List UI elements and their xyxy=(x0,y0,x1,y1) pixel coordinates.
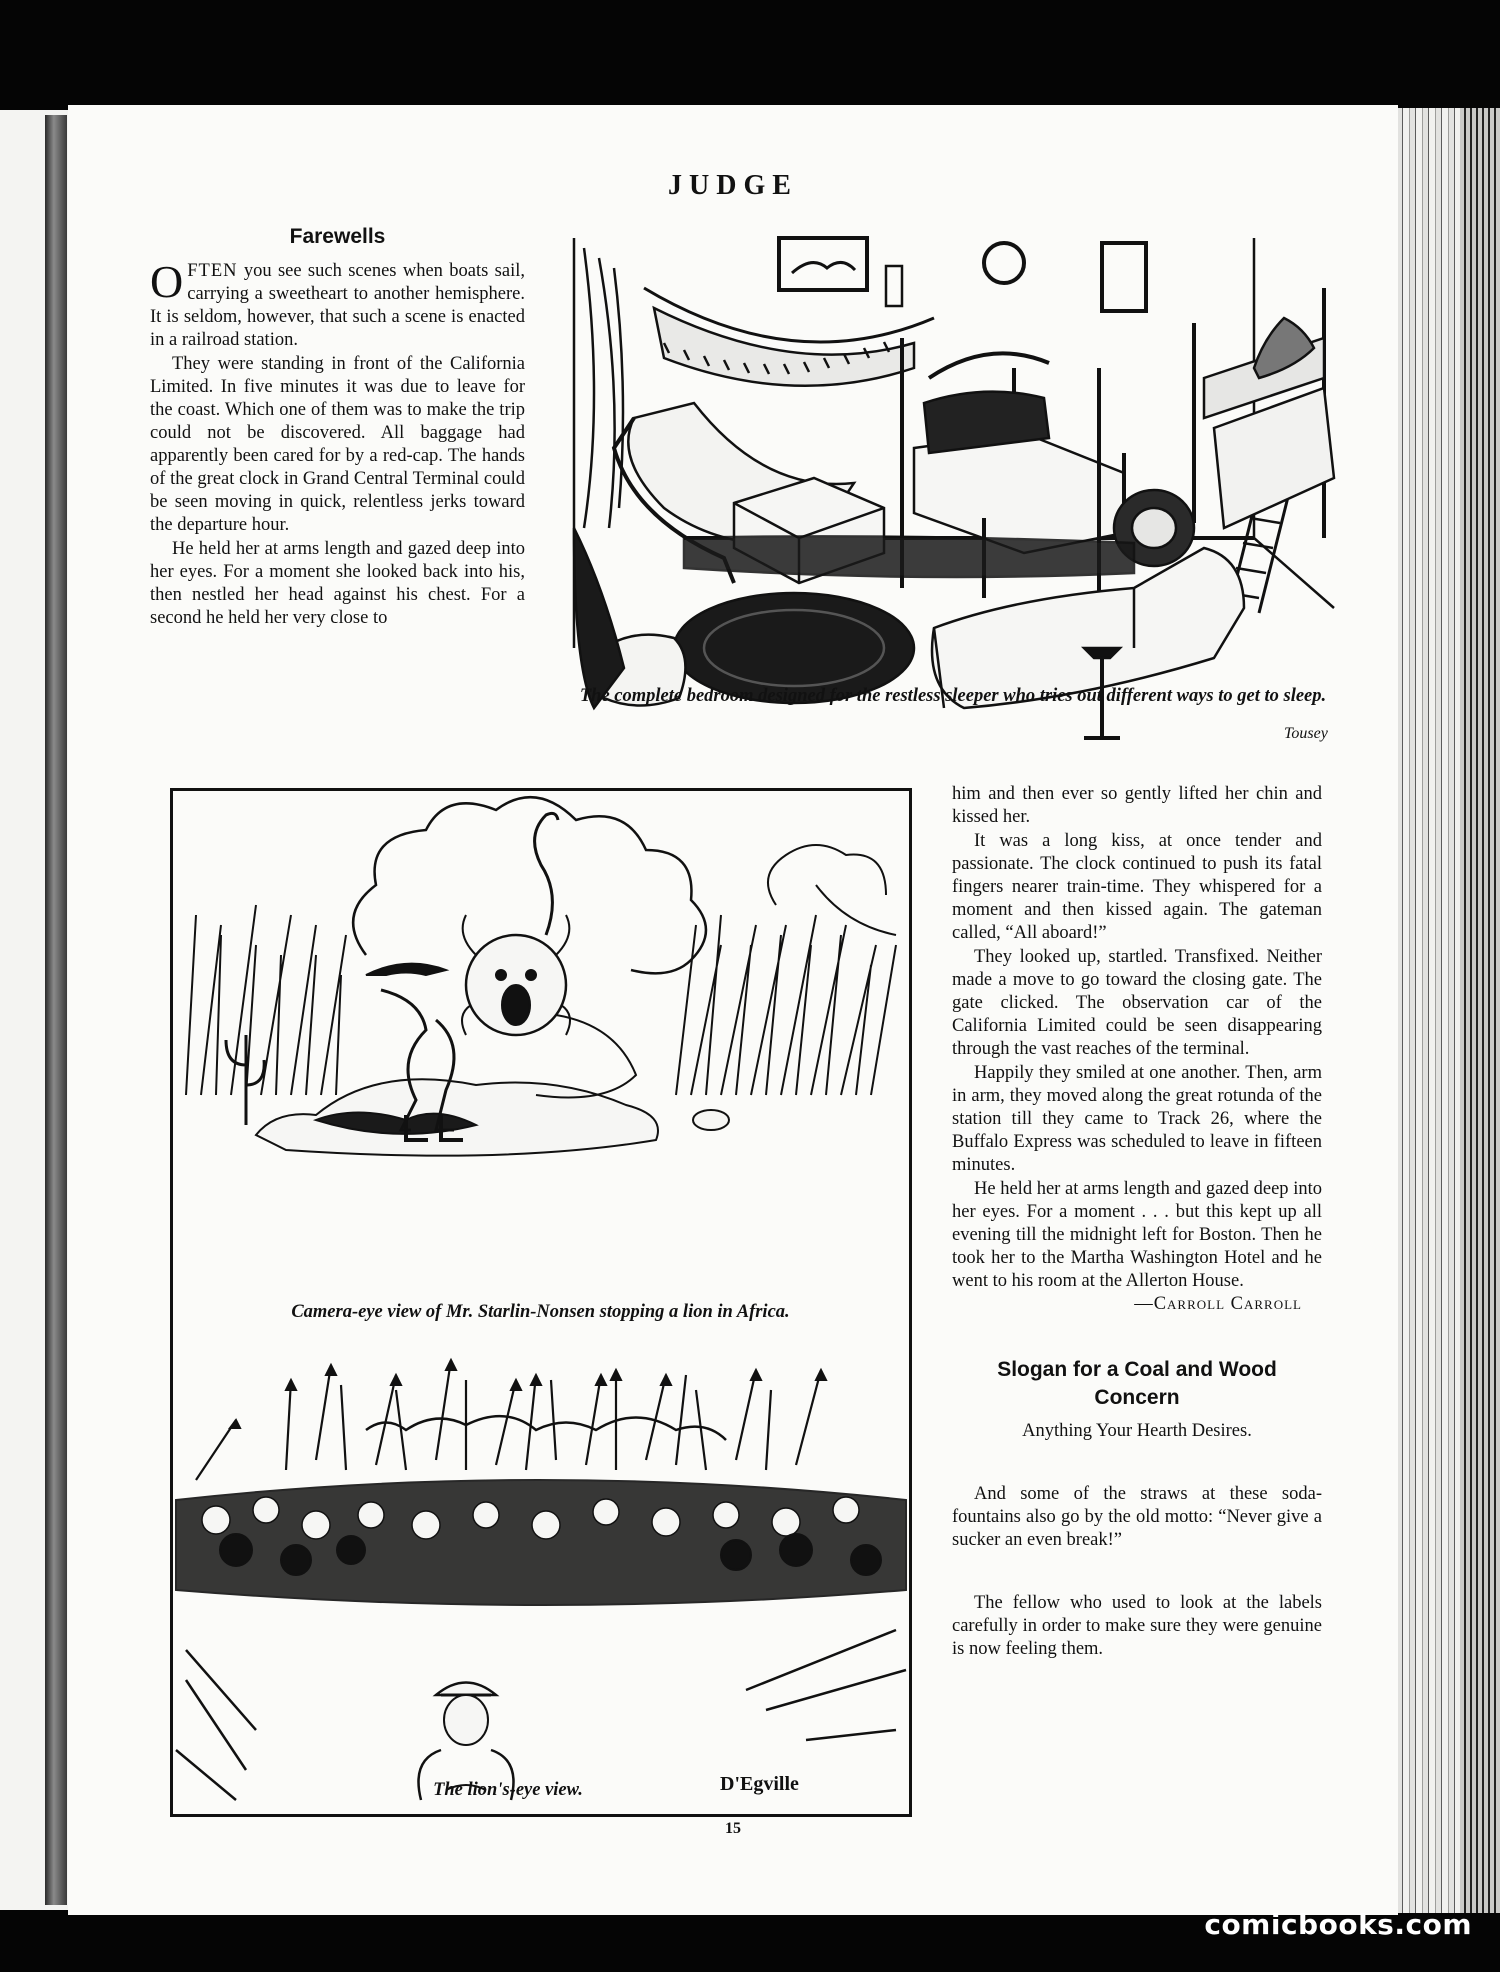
article-byline: —Carroll Carroll xyxy=(1134,1294,1302,1314)
article-paragraph-1 xyxy=(150,256,525,352)
book-gutter xyxy=(45,115,67,1905)
masthead: JUDGE xyxy=(668,170,798,201)
lion-camera-caption: Camera-eye view of Mr. Starlin-Nonsen stopping a lion in Africa. xyxy=(291,1302,790,1322)
drop-cap: O xyxy=(150,256,184,307)
magazine-page xyxy=(68,105,1398,1915)
article-paragraph-4: It was a long kiss, at once tender and passionate. The clock continued to push its fatal fingers nearer train-time. They whispered for a moment and then kissed again. The gateman called, “All aboard!” xyxy=(952,831,1322,943)
page-number: 15 xyxy=(725,1820,741,1837)
slogan-text: Anything Your Hearth Desires. xyxy=(1022,1421,1252,1441)
article-paragraph-7: He held her at arms length and gazed deep into her eyes. For a moment . . . but this kept up all evening till the midnight left for Boston. Then he took her to the Martha Washington Hotel and he went to his room at the Allerton House. xyxy=(952,1179,1322,1291)
lion-eye-caption: The lion's-eye view. xyxy=(433,1780,583,1800)
lion-camera-eye-cartoon xyxy=(176,795,906,1275)
bedroom-signature: Tousey xyxy=(1284,725,1328,742)
article-paragraph-3b: him and then ever so gently lifted her chin and kissed her. xyxy=(952,784,1322,827)
paragraph-1-text: you see such scenes when boats sail, carrying a sweetheart to another hemisphere. It is seldom, however, that such a scene is enacted in a railroad station. xyxy=(150,261,525,350)
watermark: comicbooks.com xyxy=(1204,1908,1472,1941)
bedroom-caption: The complete bedroom designed for the restless sleeper who tries out different ways to get to sleep. xyxy=(579,686,1327,706)
filler-paragraph-1: And some of the straws at these soda-fountains also go by the old motto: “Never give a sucker an even break!” xyxy=(952,1484,1322,1550)
filler-paragraph-2: The fellow who used to look at the labels carefully in order to make sure they were genuine is now feeling them. xyxy=(952,1593,1322,1659)
article-title: Farewells xyxy=(289,225,386,248)
lion-eye-cartoon xyxy=(176,1350,906,1810)
page-stack-edges-dark xyxy=(1460,108,1500,1913)
lead-in: FTEN xyxy=(187,261,238,281)
slogan-title: Slogan for a Coal and Wood Concern xyxy=(997,1358,1277,1409)
article-paragraph-6: Happily they smiled at one another. Then, arm in arm, they moved along the great rotunda of the station till they came to Track 26, where the Buffalo Express was scheduled to leave in fifteen minutes. xyxy=(952,1063,1322,1175)
article-paragraph-5: They looked up, startled. Transfixed. Neither made a move to go toward the closing gate. The gate clicked. The observation car of the California Limited could be seen disappearing through the vast reaches of the terminal. xyxy=(952,947,1322,1059)
article-column-right xyxy=(952,783,1322,1661)
article-paragraph-2: They were standing in front of the California Limited. In five minutes it was due to leave for the coast. Which one of them was to make the trip could not be discovered. All baggage had apparently been cared for by a red-cap. The hands of the great clock in Grand Central Terminal could be seen moving in quick, relentless jerks toward the departure hour. xyxy=(150,354,525,535)
article-paragraph-3a: He held her at arms length and gazed deep into her eyes. For a moment she looked back into his, then nestled her head against his chest. For a second he held her very close to xyxy=(150,539,525,628)
article-column-left xyxy=(150,225,525,630)
lion-signature: D'Egville xyxy=(720,1773,799,1795)
